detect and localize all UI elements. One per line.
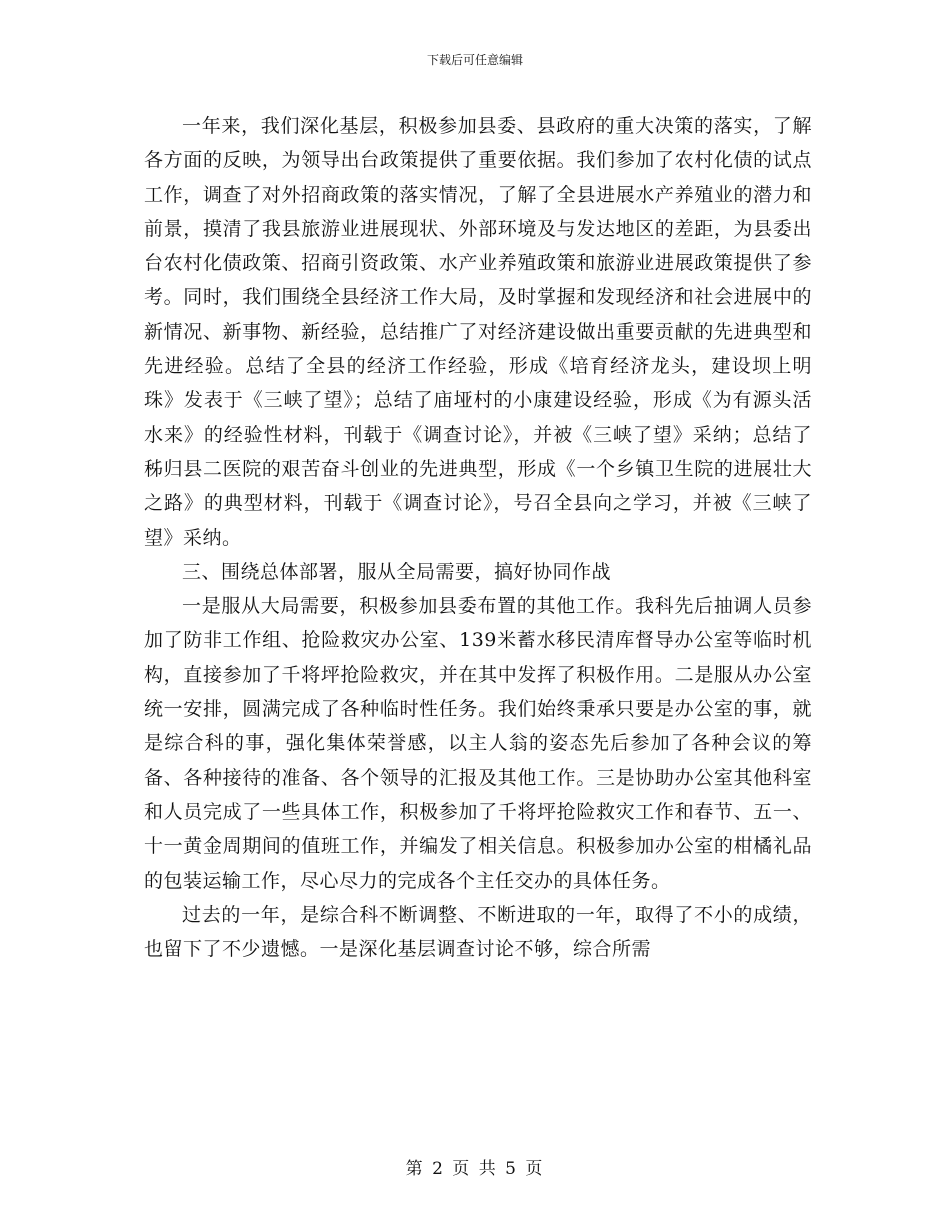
paragraph-2: 一是服从大局需要，积极参加县委布置的其他工作。我科先后抽调人员参加了防非工作组、抢险救灾办公室、139米蓄水移民清库督导办公室等临时机构，直接参加了千将坪抢险救灾，并在其中发挥了积极作用。二是服从办公室统一安排，圆满完成了各种临时性任务。我们始终秉承只要是办公室的事，就是综合科的事，强化集体荣誉感，以主人翁的姿态先后参加了各种会议的筹备、各种接待的准备、各个领导的汇报及其他工作。三是协助办公室其他科室和人员完成了一些具体工作，积极参加了千将坪抢险救灾工作和春节、五一、十一黄金周期间的值班工作，并编发了相关信息。积极参加办公室的柑橘礼品的包装运输工作，尽心尽力的完成各个主任交办的具体任务。 [144,595,812,892]
paragraph-1: 一年来，我们深化基层，积极参加县委、县政府的重大决策的落实，了解各方面的反映，为领导出台政策提供了重要依据。我们参加了农村化债的试点工作，调查了对外招商政策的落实情况，了解了全县进展水产养殖业的潜力和前景，摸清了我县旅游业进展现状、外部环境及与发达地区的差距，为县委出台农村化债政策、招商引资政策、水产业养殖政策和旅游业进展政策提供了参考。同时，我们围绕全县经济工作大局，及时掌握和发现经济和社会进展中的新情况、新事物、新经验，总结推广了对经济建设做出重要贡献的先进典型和先进经验。总结了全县的经济工作经验，形成《培育经济龙头，建设坝上明珠》发表于《三峡了望》；总结了庙垭村的小康建设经验，形成《为有源头活水来》的经验性材料，刊载于《调查讨论》，并被《三峡了望》采纳；总结了秭归县二医院的艰苦奋斗创业的先进典型，形成《一个乡镇卫生院的进展壮大之路》的典型材料，刊载于《调查讨论》，号召全县向之学习，并被《三峡了望》采纳。 [144,115,812,549]
page-header: 下载后可任意编辑 [426,53,523,67]
section-heading-3: 三、围绕总体部署，服从全局需要，搞好协同作战 [182,560,612,583]
paragraph-3: 过去的一年，是综合科不断调整、不断进取的一年，取得了不小的成绩，也留下了不少遗憾。一是深化基层调查讨论不够，综合所需 [144,903,812,961]
page-number: 第 2 页 共 5 页 [405,1159,545,1179]
document-body [144,109,812,966]
